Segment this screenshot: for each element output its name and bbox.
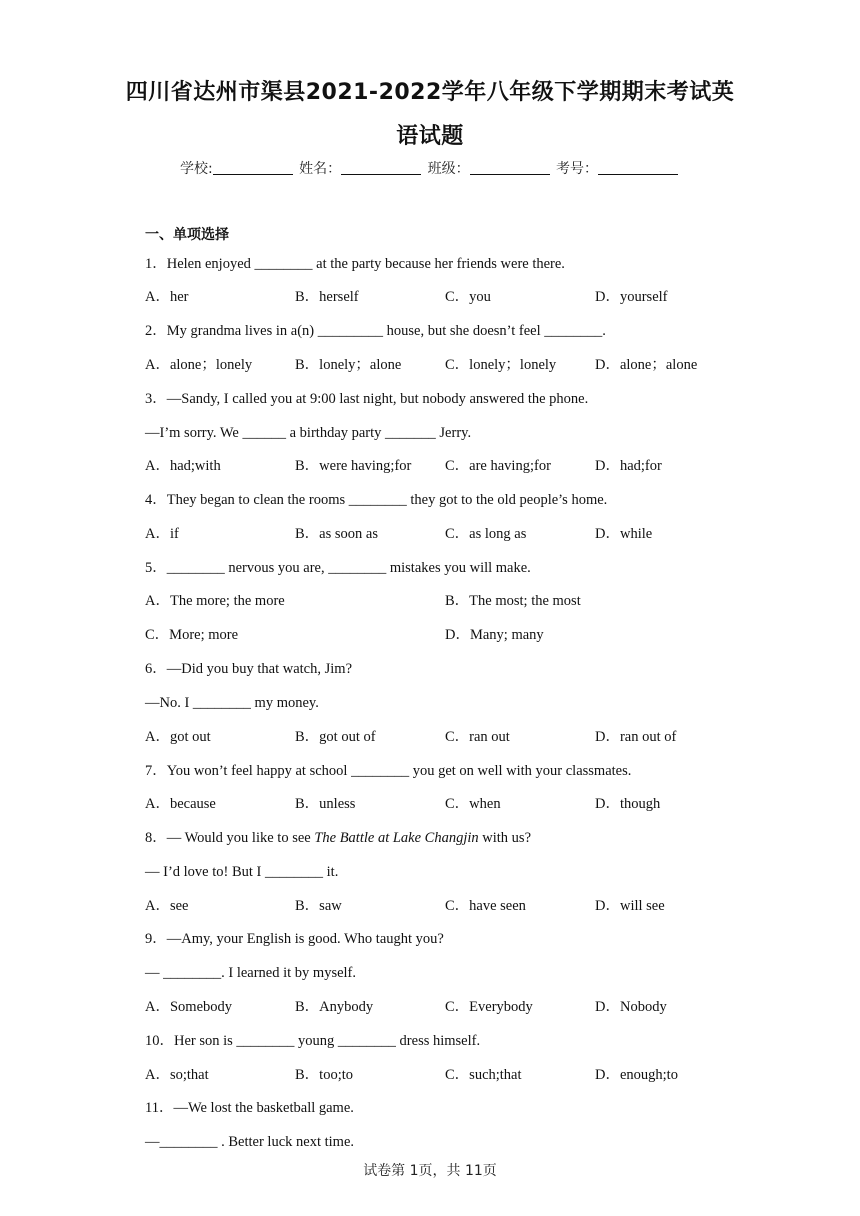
page-footer: 试卷第 1页，共 11页 [363, 1163, 497, 1179]
school-label: 学校: [179, 161, 213, 177]
q7-option-a: A．because [145, 796, 216, 812]
q6-option-b: B．got out of [295, 729, 376, 745]
question-11-stem: 11．—We lost the basketball game. [145, 1100, 354, 1116]
q8-option-c: C．have seen [445, 898, 526, 914]
exam-no-label: 考号： [556, 161, 599, 177]
question-1-stem: 1．Helen enjoyed ________ at the party because her friends were there. [145, 256, 565, 272]
q9-option-a: A．Somebody [145, 999, 232, 1015]
q3-option-b: B．were having;for [295, 458, 412, 474]
q10-option-c: C．such;that [445, 1067, 522, 1083]
question-6-stem-2: —No. I ________ my money. [145, 695, 319, 711]
question-10-stem: 10．Her son is ________ young ________ dress himself. [145, 1033, 481, 1049]
question-7-stem: 7．You won’t feel happy at school ________ you get on well with your classmates. [145, 763, 632, 779]
question-3-stem: 3．—Sandy, I called you at 9:00 last night, but nobody answered the phone. [145, 391, 589, 407]
q10-option-d: D．enough;to [595, 1067, 678, 1083]
name-blank [341, 160, 421, 175]
q1-option-a: A．her [145, 289, 189, 305]
school-blank [213, 160, 293, 175]
q7-option-d: D．though [595, 796, 661, 812]
q9-option-c: C．Everybody [445, 999, 533, 1015]
q8-stem-pre: 8．— Would you like to see [145, 830, 315, 846]
q5-option-c: C．More; more [145, 627, 239, 643]
class-blank [470, 160, 550, 175]
question-5-stem: 5．________ nervous you are, ________ mistakes you will make. [145, 560, 531, 576]
q8-option-d: D．will see [595, 898, 665, 914]
name-label: 姓名： [299, 161, 342, 177]
q3-option-c: C．are having;for [445, 458, 551, 474]
q2-option-a: A．alone；lonely [145, 357, 253, 373]
q7-option-b: B．unless [295, 796, 356, 812]
question-3-stem-2: —I’m sorry. We ______ a birthday party _______ Jerry. [145, 425, 472, 441]
q4-option-d: D．while [595, 526, 653, 542]
question-8-stem-2: — I’d love to! But I ________ it. [145, 864, 339, 880]
q9-option-d: D．Nobody [595, 999, 667, 1015]
q7-option-c: C．when [445, 796, 501, 812]
q5-option-b: B．The most; the most [445, 593, 581, 609]
question-8-stem [145, 829, 531, 847]
section-heading: 一、单项选择 [145, 227, 229, 243]
q9-option-b: B．Anybody [295, 999, 374, 1015]
q6-option-a: A．got out [145, 729, 211, 745]
question-9-stem: 9．—Amy, your English is good. Who taught you? [145, 931, 444, 947]
q1-option-c: C．you [445, 289, 491, 305]
q5-option-d: D．Many; many [445, 627, 544, 643]
question-4-stem: 4．They began to clean the rooms ________ they got to the old people’s home. [145, 492, 608, 508]
q4-option-c: C．as long as [445, 526, 527, 542]
q4-option-a: A．if [145, 526, 179, 542]
q1-option-d: D．yourself [595, 289, 668, 305]
question-2-stem: 2．My grandma lives in a(n) _________ house, but she doesn’t feel ________. [145, 323, 606, 339]
q1-option-b: B．herself [295, 289, 359, 305]
q2-option-c: C．lonely；lonely [445, 357, 557, 373]
q3-option-d: D．had;for [595, 458, 662, 474]
q8-option-b: B．saw [295, 898, 342, 914]
q8-stem-post: with us? [478, 830, 532, 846]
question-6-stem: 6．—Did you buy that watch, Jim? [145, 661, 353, 677]
q6-option-c: C．ran out [445, 729, 510, 745]
q2-option-d: D．alone；alone [595, 357, 698, 373]
q8-movie-title: The Battle at Lake Changjin [314, 830, 479, 846]
document-title-line2: 语试题 [396, 124, 464, 149]
q5-option-a: A．The more; the more [145, 593, 285, 609]
q6-option-d: D．ran out of [595, 729, 677, 745]
question-9-stem-2: — ________. I learned it by myself. [145, 965, 357, 981]
q10-option-a: A．so;that [145, 1067, 209, 1083]
question-11-stem-2: —________ . Better luck next time. [145, 1134, 355, 1150]
student-info-line [0, 158, 860, 178]
q4-option-b: B．as soon as [295, 526, 378, 542]
q8-option-a: A．see [145, 898, 189, 914]
exam-no-blank [598, 160, 678, 175]
q3-option-a: A．had;with [145, 458, 221, 474]
document-title-line1: 四川省达州市渠县2021-2022学年八年级下学期期末考试英 [125, 80, 735, 105]
class-label: 班级： [427, 161, 470, 177]
q10-option-b: B．too;to [295, 1067, 354, 1083]
q2-option-b: B．lonely；alone [295, 357, 402, 373]
